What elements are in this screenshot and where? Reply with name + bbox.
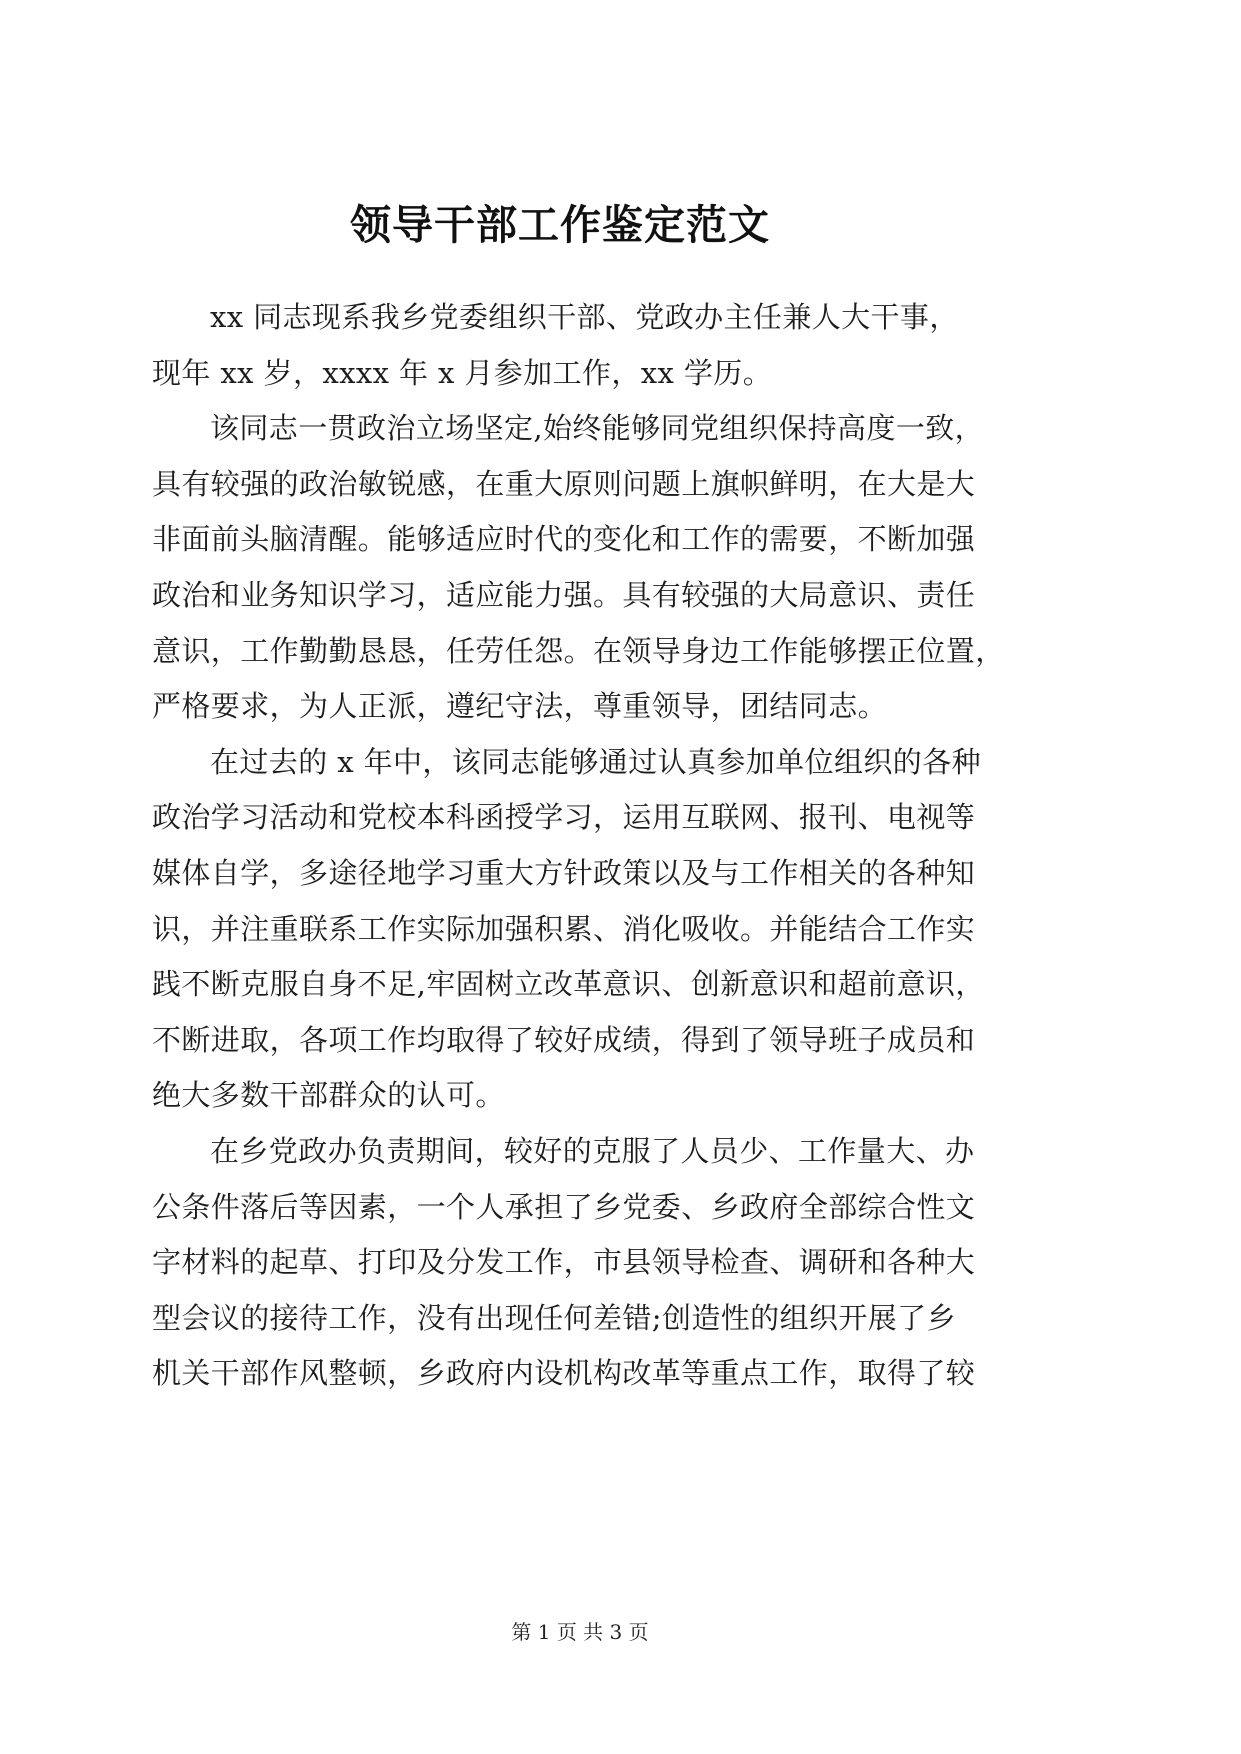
paragraph-line: 该同志一贯政治立场坚定,始终能够同党组织保持高度一致，	[210, 411, 985, 446]
paragraph-line: 在乡党政办负责期间，较好的克服了人员少、工作量大、办	[210, 1133, 975, 1168]
paragraph	[152, 401, 1012, 735]
page-footer: 第 1 页 共 3 页	[511, 1620, 649, 1644]
paragraph-line: 不断进取，各项工作均取得了较好成绩，得到了领导班子成员和	[152, 1022, 976, 1057]
paragraph-line: 严格要求，为人正派，遵纪守法，尊重领导，团结同志。	[152, 689, 888, 724]
paragraph-line: 媒体自学，多途径地学习重大方针政策以及与工作相关的各种知	[152, 855, 976, 890]
paragraph-line: 非面前头脑清醒。能够适应时代的变化和工作的需要，不断加强	[152, 522, 976, 557]
paragraph-line: 绝大多数干部群众的认可。	[152, 1078, 505, 1113]
paragraph-line: 识，并注重联系工作实际加强积累、消化吸收。并能结合工作实	[152, 911, 976, 946]
document-body	[152, 290, 1012, 1402]
document-title: 领导干部工作鉴定范文	[350, 201, 770, 249]
paragraph-line: 型会议的接待工作，没有出现任何差错;创造性的组织开展了乡	[152, 1300, 956, 1335]
paragraph-line: 公条件落后等因素，一个人承担了乡党委、乡政府全部综合性文	[152, 1189, 976, 1224]
paragraph-line: 机关干部作风整顿，乡政府内设机构改革等重点工作，取得了较	[152, 1356, 976, 1391]
paragraph-line: 现年 xx 岁，xxxx 年 x 月参加工作，xx 学历。	[152, 355, 773, 390]
paragraph	[152, 1124, 1012, 1402]
paragraph-line: xx 同志现系我乡党委组织干部、党政办主任兼人大干事，	[210, 300, 959, 334]
paragraph-line: 意识，工作勤勤恳恳，任劳任怨。在领导身边工作能够摆正位置，	[152, 633, 1005, 668]
paragraph-line: 践不断克服自身不足,牢固树立改革意识、创新意识和超前意识，	[152, 967, 985, 1002]
paragraph	[152, 735, 1012, 1124]
paragraph-line: 字材料的起草、打印及分发工作，市县领导检查、调研和各种大	[152, 1245, 976, 1280]
paragraph-line: 在过去的 x 年中，该同志能够通过认真参加单位组织的各种	[210, 744, 981, 779]
paragraph-line: 政治和业务知识学习，适应能力强。具有较强的大局意识、责任	[152, 577, 976, 612]
paragraph	[152, 290, 1012, 401]
paragraph-line: 具有较强的政治敏锐感，在重大原则问题上旗帜鲜明，在大是大	[152, 466, 976, 501]
paragraph-line: 政治学习活动和党校本科函授学习，运用互联网、报刊、电视等	[152, 800, 976, 835]
